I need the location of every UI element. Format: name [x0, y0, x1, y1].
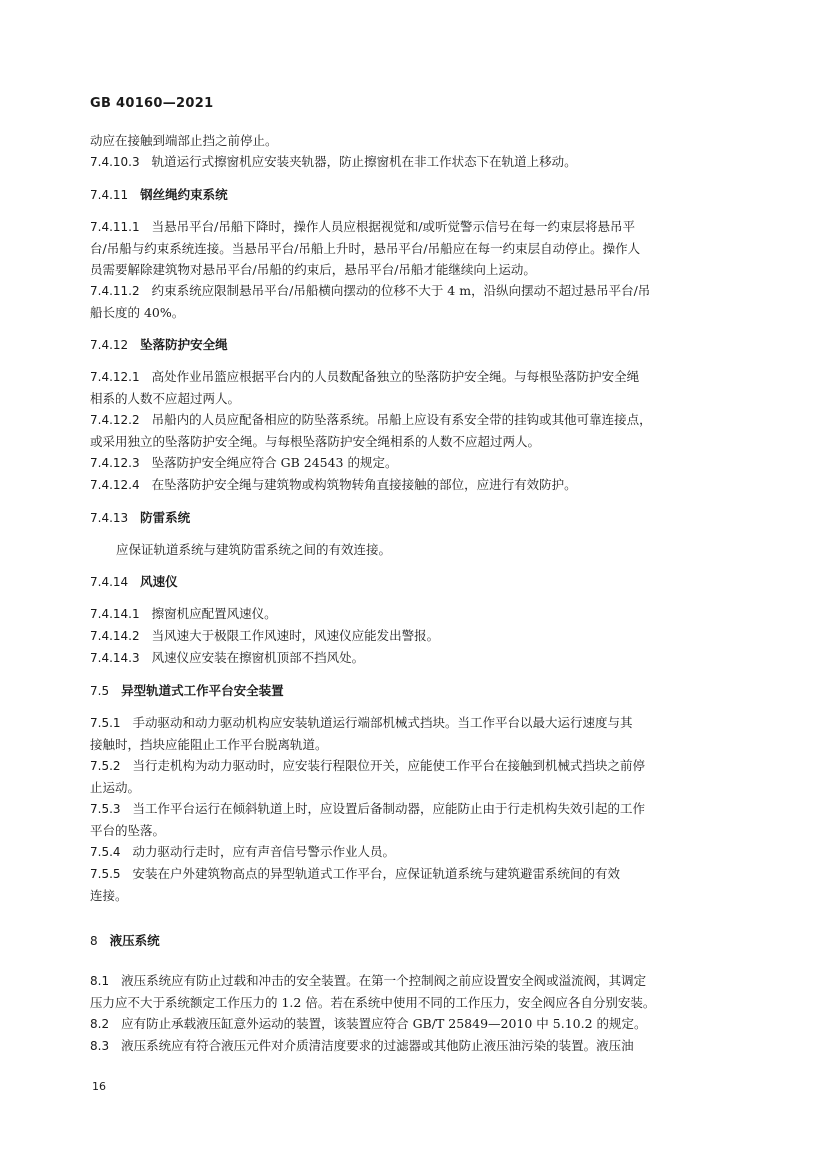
- paragraph-line: [90, 431, 740, 452]
- clause-text: 手动驱动和动力驱动机构应安装轨道运行端部机械式挡块。当工作平台以最大运行速度与其: [132, 715, 633, 730]
- clause-text: 当风速大于极限工作风速时，风速仪应能发出警报。: [151, 628, 440, 643]
- clause-number: 7.5.1: [90, 716, 121, 730]
- paragraph-line: [90, 841, 740, 863]
- paragraph-line: [90, 474, 740, 496]
- clause-number: 8.2: [90, 1017, 110, 1031]
- paragraph-line: [90, 863, 740, 885]
- clause-number: 8.1: [90, 974, 110, 988]
- clause-number: 7.4.14.1: [90, 607, 140, 621]
- clause-text: 当行走机构为动力驱动时，应安装行程限位开关，应能使工作平台在接触到机械式挡块之前停: [132, 758, 646, 773]
- clause-text: 擦窗机应配置风速仪。: [151, 606, 277, 621]
- paragraph-line: [90, 238, 740, 259]
- clause-number: 7.4.14.3: [90, 651, 140, 665]
- section-title: 异型轨道式工作平台安全装置: [121, 683, 284, 698]
- section-title: 防雷系统: [140, 510, 191, 525]
- clause-text: 当工作平台运行在倾斜轨道上时，应设置后备制动器，应能防止由于行走机构失效引起的工作: [132, 801, 646, 816]
- clause-text: 轨道运行式擦窗机应安装夹轨器，防止擦窗机在非工作状态下在轨道上移动。: [151, 154, 577, 169]
- standard-code: GB 40160—2021: [90, 96, 214, 111]
- clause-text: 台/吊船与约束系统连接。当悬吊平台/吊船上升时，悬吊平台/吊船应在每一约束层自动停止。操作人: [90, 241, 641, 256]
- paragraph-line: [90, 1035, 740, 1057]
- section-title: 坠落防护安全绳: [140, 337, 228, 352]
- clause-number: 8.3: [90, 1039, 110, 1053]
- section-heading: [90, 334, 740, 356]
- paragraph-line: [90, 388, 740, 409]
- clause-text: 员需要解除建筑物对悬吊平台/吊船的约束后，悬吊平台/吊船才能继续向上运动。: [90, 262, 536, 277]
- clause-number: 7.5.4: [90, 845, 121, 859]
- section-heading: [90, 571, 740, 593]
- clause-text: 动力驱动行走时，应有声音信号警示作业人员。: [132, 844, 396, 859]
- clause-text: 约束系统应限制悬吊平台/吊船横向摆动的位移不大于 4 m，沿纵向摆动不超过悬吊平台/吊: [151, 283, 651, 298]
- section-title: 钢丝绳约束系统: [140, 187, 228, 202]
- clause-text: 压力应不大于系统额定工作压力的 1.2 倍。若在系统中使用不同的工作压力，安全阀应各自分别安装。: [90, 995, 656, 1010]
- section-heading: [90, 930, 740, 952]
- paragraph-line: [90, 280, 740, 302]
- paragraph-line: [90, 777, 740, 798]
- paragraph-line: [90, 539, 740, 560]
- paragraph-line: [90, 734, 740, 755]
- clause-number: 7.4.12: [90, 338, 129, 352]
- paragraph-line: [90, 755, 740, 777]
- clause-text: 或采用独立的坠落防护安全绳。与每根坠落防护安全绳相系的人数不应超过两人。: [90, 434, 541, 449]
- clause-text: 风速仪应安装在擦窗机顶部不挡风处。: [151, 650, 365, 665]
- section-title: 风速仪: [140, 574, 178, 589]
- paragraph-line: [90, 647, 740, 669]
- clause-text: 在坠落防护安全绳与建筑物或构筑物转角直接接触的部位，应进行有效防护。: [151, 477, 577, 492]
- clause-number: 7.4.11: [90, 188, 129, 202]
- clause-number: 7.5: [90, 684, 110, 698]
- section-title: 液压系统: [109, 933, 160, 948]
- paragraph-line: [90, 151, 740, 173]
- paragraph-line: [90, 992, 740, 1013]
- clause-text: 液压系统应有符合液压元件对介质清洁度要求的过滤器或其他防止液压油污染的装置。液压油: [121, 1038, 634, 1053]
- section-heading: [90, 680, 740, 702]
- clause-number: 7.4.10.3: [90, 155, 140, 169]
- clause-number: 7.4.14: [90, 575, 129, 589]
- page-number: 16: [92, 1080, 106, 1093]
- clause-text: 吊船内的人员应配备相应的防坠落系统。吊船上应设有系安全带的挂钩或其他可靠连接点，: [151, 412, 652, 427]
- clause-number: 7.4.12.1: [90, 370, 140, 384]
- clause-text: 坠落防护安全绳应符合 GB 24543 的规定。: [151, 455, 398, 470]
- clause-number: 7.5.5: [90, 867, 121, 881]
- clause-number: 7.4.14.2: [90, 629, 140, 643]
- paragraph-line: [90, 970, 740, 992]
- paragraph-line: [90, 366, 740, 388]
- clause-text: 平台的坠落。: [90, 823, 166, 838]
- clause-number: 7.4.12.4: [90, 478, 140, 492]
- clause-text: 接触时，挡块应能阻止工作平台脱离轨道。: [90, 737, 328, 752]
- clause-text: 船长度的 40%。: [90, 305, 185, 320]
- document-body: [90, 130, 740, 1057]
- section-heading: [90, 184, 740, 206]
- clause-text: 应保证轨道系统与建筑防雷系统之间的有效连接。: [116, 542, 392, 557]
- clause-text: 连接。: [90, 888, 128, 903]
- paragraph-line: [90, 259, 740, 280]
- clause-text: 止运动。: [90, 780, 141, 795]
- clause-text: 应有防止承载液压缸意外运动的装置，该装置应符合 GB/T 25849—2010 中 5.10.2 的规定。: [121, 1016, 647, 1031]
- clause-text: 液压系统应有防止过载和冲击的安全装置。在第一个控制阀之前应设置安全阀或溢流阀，其调定: [121, 973, 647, 988]
- clause-text: 相系的人数不应超过两人。: [90, 391, 241, 406]
- clause-text: 动应在接触到端部止挡之前停止。: [90, 133, 278, 148]
- paragraph-line: [90, 409, 740, 431]
- clause-text: 安装在户外建筑物高点的异型轨道式工作平台，应保证轨道系统与建筑避雷系统间的有效: [132, 866, 621, 881]
- paragraph-line: [90, 130, 740, 151]
- paragraph-line: [90, 302, 740, 323]
- clause-number: 7.4.11.2: [90, 284, 140, 298]
- clause-number: 7.4.13: [90, 511, 129, 525]
- paragraph-line: [90, 216, 740, 238]
- paragraph-line: [90, 452, 740, 474]
- paragraph-line: [90, 1013, 740, 1035]
- paragraph-line: [90, 625, 740, 647]
- clause-number: 7.4.12.3: [90, 456, 140, 470]
- paragraph-line: [90, 712, 740, 734]
- clause-number: 7.4.12.2: [90, 413, 140, 427]
- paragraph-line: [90, 603, 740, 625]
- paragraph-line: [90, 798, 740, 820]
- paragraph-line: [90, 885, 740, 906]
- clause-number: 8: [90, 934, 98, 948]
- paragraph-line: [90, 820, 740, 841]
- clause-number: 7.5.2: [90, 759, 121, 773]
- clause-number: 7.5.3: [90, 802, 121, 816]
- clause-number: 7.4.11.1: [90, 220, 140, 234]
- clause-text: 当悬吊平台/吊船下降时，操作人员应根据视觉和/或听觉警示信号在每一约束层将悬吊平: [151, 219, 636, 234]
- clause-text: 高处作业吊篮应根据平台内的人员数配备独立的坠落防护安全绳。与每根坠落防护安全绳: [151, 369, 640, 384]
- section-heading: [90, 507, 740, 529]
